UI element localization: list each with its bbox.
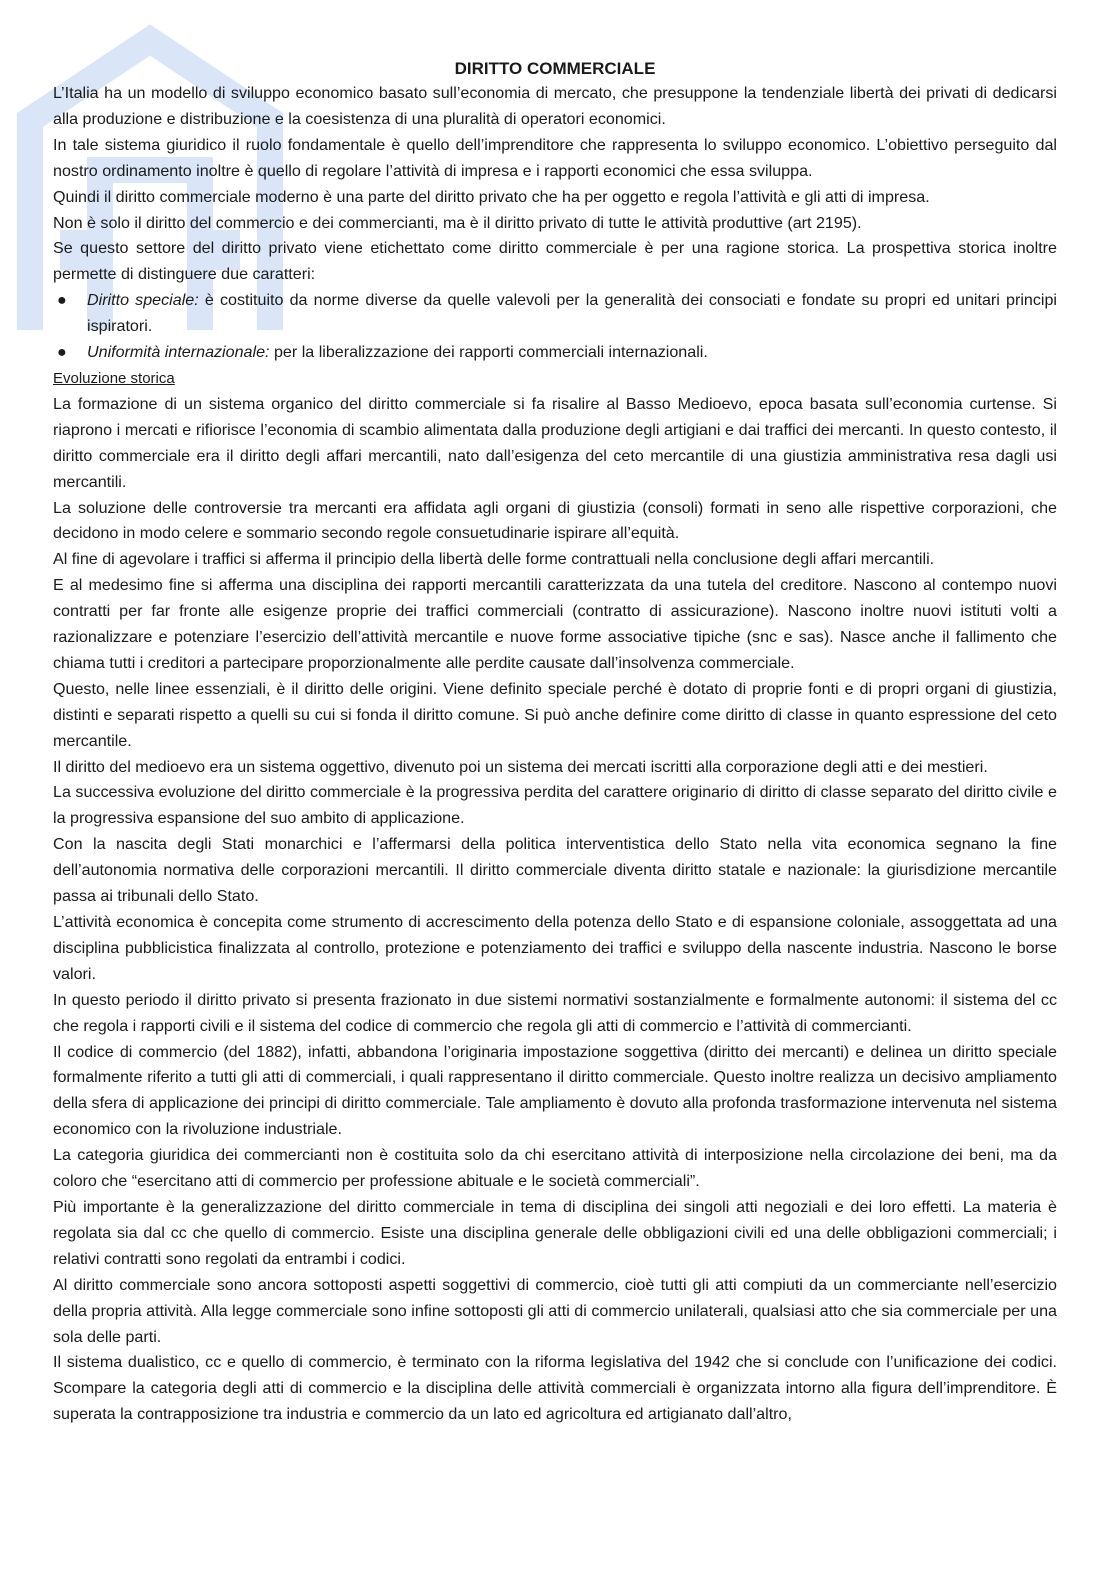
paragraph: Se questo settore del diritto privato viene etichettato come diritto commerciale è per una ragione storica. La prospettiva storica inoltre permette di distinguere due caratteri: (53, 239, 1057, 284)
paragraph: L’attività economica è concepita come strumento di accrescimento della potenza dello Stato e di espansione coloniale, assoggettata ad una disciplina pubblicistica finalizzata al controllo, protezione e potenziamento dei traffici e sviluppo della nascente industria. Nascono le borse valori. (53, 913, 1057, 983)
paragraph: Il sistema dualistico, cc e quello di commercio, è terminato con la riforma legislativa del 1942 che si conclude con l’unificazione dei codici. Scompare la categoria degli atti di commercio e la disciplina delle attività commerciali è organizzata intorno alla figura dell’imprenditore. È superata la contrapposizione tra industria e commercio da un lato ed agricoltura ed artigianato dall’altro, (53, 1353, 1057, 1424)
paragraph: Il codice di commercio (del 1882), infatti, abbandona l’originaria impostazione soggettiva (diritto dei mercanti) e delinea un diritto speciale formalmente riferito a tutti gli atti di commerciali, i quali rappresentano il diritto commerciale. Questo inoltre realizza un decisivo ampliamento della sfera di applicazione dei principi di diritto commerciale. Tale ampliamento è dovuto alla profonda trasformazione intervenuta nel sistema economico con la rivoluzione industriale. (53, 1042, 1057, 1139)
list-item-text: per la liberalizzazione dei rapporti commerciali internazionali. (269, 343, 708, 362)
paragraph: Più importante è la generalizzazione del diritto commerciale in tema di disciplina dei singoli atti negoziali e dei loro effetti. La materia è regolata sia dal cc che quello di commercio. Esiste una disciplina generale delle obbligazioni civili ed una delle obbligazioni commerciali; i relativi contratti sono regolati da entrambi i codici. (53, 1197, 1057, 1268)
paragraph: E al medesimo fine si afferma una disciplina dei rapporti mercantili caratterizzata da una tutela del creditore. Nascono al contempo nuovi contratti per far fronte alle esigenze proprie dei traffici commerciali (contratto di assicurazione). Nascono inoltre nuovi istituti volti a razionalizzare e potenziare l’esercizio dell’attività mercantile e nuove forme associative tipiche (snc e sas). Nasce anche il fallimento che chiama tutti i creditori a partecipare proporzionalmente alle perdite causate dall’insolvenza commerciale. (53, 576, 1057, 672)
page-title: DIRITTO COMMERCIALE (454, 59, 656, 78)
paragraph: L’Italia ha un modello di sviluppo economico basato sull’economia di mercato, che presuppone la tendenziale libertà dei privati di dedicarsi alla produzione e distribuzione e la coesistenza di una pluralità di operatori economici. (53, 84, 1057, 128)
paragraph: La formazione di un sistema organico del diritto commerciale si fa risalire al Basso Medioevo, epoca basata sull’economia curtense. Si riaprono i mercati e rifiorisce l’economia di scambio alimentata dalla produzione degli artigiani e dai traffici dei mercanti. In questo contesto, il diritto commerciale era il diritto degli affari mercantili, nato dall’esigenza del ceto mercantile di una giustizia amministrativa resa dagli usi mercantili. (53, 394, 1057, 491)
list-item (57, 340, 1057, 366)
paragraph: Non è solo il diritto del commercio e dei commercianti, ma è il diritto privato di tutte le attività produttive (art 2195). (53, 213, 862, 232)
characteristics-list (53, 288, 1057, 366)
bullet-icon: ● (57, 291, 67, 310)
list-item-term: Uniformità internazionale: (87, 343, 270, 362)
paragraph: In questo periodo il diritto privato si presenta frazionato in due sistemi normativi sostanzialmente e formalmente autonomi: il sistema del cc che regola i rapporti civili e il sistema del codice di commercio che regola gli atti di commercio e l’attività di commercianti. (53, 990, 1057, 1035)
paragraph: La soluzione delle controversie tra mercanti era affidata agli organi di giustizia (consoli) formati in seno alle rispettive corporazioni, che decidono in modo celere e sommario secondo regole consuetudinarie ispirare all’equità. (53, 498, 1057, 543)
bullet-icon: ● (57, 343, 67, 362)
list-item-text: è costituito da norme diverse da quelle valevoli per la generalità dei consociati e fondate su propri ed unitari principi ispiratori. (87, 291, 1057, 336)
paragraph: Questo, nelle linee essenziali, è il diritto delle origini. Viene definito speciale perché è dotato di proprie fonti e di propri organi di giustizia, distinti e separati rispetto a quelli su cui si fonda il diritto comune. Si può anche definire come diritto di classe in quanto espressione del ceto mercantile. (53, 679, 1057, 750)
list-item-term: Diritto speciale: (87, 291, 199, 310)
section-heading: Evoluzione storica (53, 369, 175, 387)
paragraph: Al diritto commerciale sono ancora sottoposti aspetti soggettivi di commercio, cioè tutti gli atti compiuti da un commerciante nell’esercizio della propria attività. Alla legge commerciale sono infine sottoposti gli atti di commercio unilaterali, qualsiasi atto che sia commerciale per una sola delle parti. (53, 1275, 1057, 1346)
list-item (57, 288, 1057, 340)
paragraph: La successiva evoluzione del diritto commerciale è la progressiva perdita del carattere originario di diritto di classe separato del diritto civile e la progressiva espansione del suo ambito di applicazione. (53, 783, 1057, 828)
paragraph: Con la nascita degli Stati monarchici e l’affermarsi della politica interventistica dello Stato nella vita economica segnano la fine dell’autonomia normativa delle corporazioni mercantili. Il diritto commerciale diventa diritto statale e nazionale: la giurisdizione mercantile passa ai tribunali dello Stato. (53, 835, 1057, 906)
document-page (53, 56, 1057, 1428)
paragraph: In tale sistema giuridico il ruolo fondamentale è quello dell’imprenditore che rappresenta lo sviluppo economico. L’obiettivo perseguito dal nostro ordinamento inoltre è quello di regolare l’attività di impresa e i rapporti economici che essa sviluppa. (53, 135, 1057, 180)
paragraph: Al fine di agevolare i traffici si afferma il principio della libertà delle forme contrattuali nella conclusione degli affari mercantili. (53, 550, 935, 569)
paragraph: Il diritto del medioevo era un sistema oggettivo, divenuto poi un sistema dei mercati iscritti alla corporazione degli atti e dei mestieri. (53, 757, 988, 776)
paragraph: La categoria giuridica dei commercianti non è costituita solo da chi esercitano attività di interposizione nella circolazione dei beni, ma da coloro che “esercitano atti di commercio per professione abituale e le società commerciali”. (53, 1146, 1057, 1191)
paragraph: Quindi il diritto commerciale moderno è una parte del diritto privato che ha per oggetto e regola l’attività e gli atti di impresa. (53, 187, 930, 206)
